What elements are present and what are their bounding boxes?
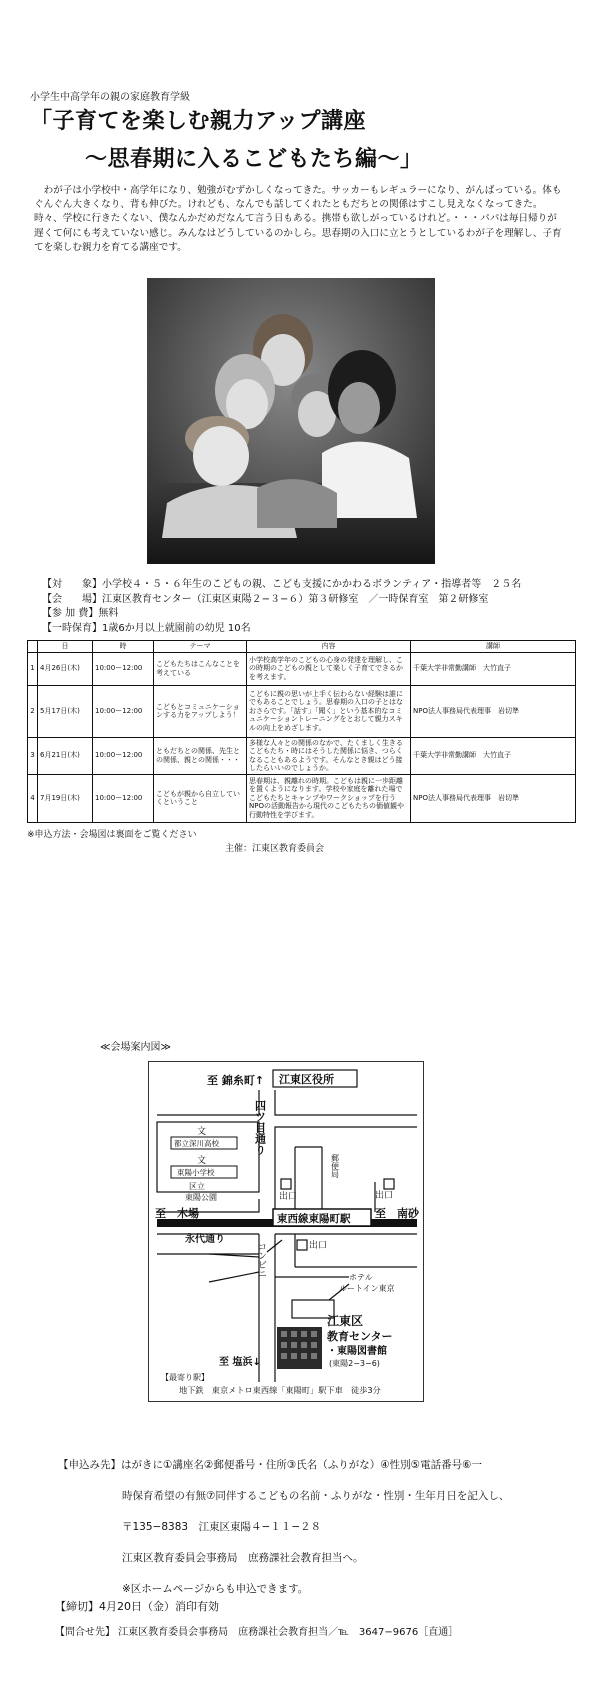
session-time: 10:00ー12:00	[93, 737, 154, 774]
session-theme: こどもが親から自立していくということ	[154, 774, 247, 822]
session-date: 6月21日(木)	[38, 737, 93, 774]
session-date: 7月19日(木)	[38, 774, 93, 822]
venue-line: 【会 場】江東区教育センター（江東区東陽２−３−６）第３研修室 ／一時保育室 第２研修室	[42, 593, 489, 605]
apply-recipient: 江東区教育委員会事務局 庶務課社会教育担当へ。	[122, 1552, 364, 1564]
col-header-content: 内容	[247, 641, 411, 653]
center-label-2: 教育センター	[327, 1330, 393, 1343]
contact-info: 【問合せ先】 江東区教育委員会事務局 庶務課社会教育担当／℡ 3647−9676［直通］	[55, 1627, 459, 1638]
school-fukagawa-label: 都立深川高校	[174, 1139, 219, 1148]
exit-bottom-label: 出口	[309, 1241, 328, 1251]
session-theme: こどもたちはこんなことを考えている	[154, 652, 247, 685]
reverse-side-note: ※申込方法・会場図は裏面をご覧ください	[27, 830, 197, 840]
session-num: 1	[28, 652, 38, 685]
intro-paragraph: わが子は小学校中・高学年になり、勉強がむずかしくなってきた。サッカーもレギュラーになり、がんばっている。体もぐんぐん大きくなり、背も伸びた。けれども、なんでも話してくれたともだちとの関係はすこし見えなくなってきた。時々、学校に行きたくない、僕なんかだめだなんて言う日もある。携帯も欲しがっているけれど。・・・パパは毎日帰りが遅くて何にも考えていない感じ。みんなはどうしているのかしら。思春期の入口に立とうとしているわが子を理解し、子育てを楽しむ親力を育てる講座です。	[34, 185, 562, 253]
nearest-station-label: 【最寄り駅】	[161, 1373, 209, 1382]
col-header-lecturer: 講師	[411, 641, 576, 653]
table-header-row	[28, 641, 576, 653]
exit-right-label: 出口	[375, 1191, 394, 1201]
yotsume-street-label: 四ツ目通り	[253, 1100, 267, 1155]
title-line-1: 「子育てを楽しむ親力アップ講座	[30, 109, 366, 134]
table-row	[28, 652, 576, 685]
eitai-street-label: 永代通り	[185, 1234, 225, 1245]
session-date: 5月17日(木)	[38, 685, 93, 737]
session-theme: こどもとコミュニケーションする力をアップしよう！	[154, 685, 247, 737]
session-content: 多様な人々との関係のなかで、たくましく生きるこどもたち・時にはそうした関係に悩き、つらくなることもあるようです。そんなとき親はどう接したらいいのでしょうか。	[247, 737, 411, 774]
title-line-2: 〜思春期に入るこどもたち編〜」	[85, 147, 423, 172]
session-time: 10:00ー12:00	[93, 685, 154, 737]
apply-web-note: ※区ホームページからも申込できます。	[122, 1583, 309, 1595]
childcare-line: 【一時保育】1歳6か月以上就園前の幼児 10名	[42, 622, 251, 634]
post-office-label: 郵便局	[330, 1154, 340, 1178]
ward-office-label: 江東区役所	[279, 1073, 334, 1086]
session-content: 小学校高学年のこどもの心身の発達を理解し、この時期のこどもの親として楽しく子育てできるかを考えます。	[247, 652, 411, 685]
session-num: 4	[28, 774, 38, 822]
deadline: 【締切】4月20日（金）消印有効	[55, 1600, 219, 1613]
session-content: 思春期は、親離れの時期。こどもは親に一歩距離を置くようになります。学校や家庭を離れた場でこどもたちとキャンプやワークショップを行うNPOの活動報告から現代のこどもたちの価値観や行動特性を学びます。	[247, 774, 411, 822]
school-fukagawa-mark: 文	[197, 1127, 207, 1137]
to-kinshicho: 至 錦糸町↑	[207, 1074, 265, 1087]
park-label-2: 東陽公園	[185, 1193, 217, 1202]
table-row	[28, 737, 576, 774]
center-address: (東陽2−3−6)	[329, 1359, 380, 1368]
station-label: 東西線東陽町駅	[277, 1213, 351, 1225]
hotel-label-2: ルートイン東京	[339, 1284, 395, 1293]
col-header-time: 時	[93, 641, 154, 653]
convenience-label: コンビニ	[256, 1242, 266, 1278]
col-header-theme: テーマ	[154, 641, 247, 653]
school-toyo-label: 東陽小学校	[177, 1168, 215, 1177]
session-lecturer: NPO法人事務局代表理事 岩切準	[411, 685, 576, 737]
col-header-num	[28, 641, 38, 653]
children-group-photo	[147, 278, 435, 564]
school-toyo-mark: 文	[197, 1156, 207, 1166]
schedule-table	[27, 640, 576, 823]
venue-map	[148, 1061, 424, 1402]
session-num: 3	[28, 737, 38, 774]
table-row	[28, 774, 576, 822]
session-theme: ともだちとの関係、先生との関係、親との関係・・・	[154, 737, 247, 774]
application-info	[58, 1450, 578, 1605]
col-header-date: 日	[38, 641, 93, 653]
target-line: 【対 象】小学校４・５・６年生のこどもの親、こども支援にかかわるボランティア・指導者等 ２５名	[42, 579, 522, 590]
table-row	[28, 685, 576, 737]
session-time: 10:00ー12:00	[93, 652, 154, 685]
session-lecturer: 千葉大学非常勤講師 大竹直子	[411, 652, 576, 685]
to-shiohama: 至 塩浜↓	[219, 1357, 261, 1368]
to-minamisuna: 至 南砂	[375, 1207, 419, 1220]
session-date: 4月26日(木)	[38, 652, 93, 685]
map-caption: ≪会場案内図≫	[100, 1042, 171, 1053]
apply-address: 〒135−8383 江東区東陽４−１１−２８	[122, 1521, 322, 1533]
nearest-station-text: 地下鉄 東京メトロ東西線「東陽町」駅下車 徒歩3分	[179, 1385, 381, 1395]
park-label-1: 区立	[189, 1182, 205, 1191]
session-lecturer: 千葉大学非常勤講師 大竹直子	[411, 737, 576, 774]
session-lecturer: NPO法人事務局代表理事 岩切準	[411, 774, 576, 822]
apply-line-1: 【申込み先】はがきに①講座名②郵便番号・住所③氏名（ふりがな）④性別⑤電話番号⑥一	[58, 1459, 482, 1471]
center-label-3: ・東陽図書館	[327, 1346, 387, 1357]
fee-line: 【参 加 費】無料	[42, 608, 119, 619]
session-num: 2	[28, 685, 38, 737]
host-organization: 主催：江東区教育委員会	[225, 844, 325, 854]
exit-left-label: 出口	[279, 1192, 298, 1202]
to-kiba: 至 木場	[155, 1207, 199, 1220]
hotel-label-1: ホテル	[349, 1273, 373, 1282]
course-info	[42, 578, 521, 636]
class-series-label: 小学生中高学年の親の家庭教育学級	[30, 92, 190, 103]
session-content: こどもに親の思いが上手く伝わらない経験は誰にでもあることでしょう。思春期の入口の子とはなおさらです。「話す」「聞く」という基本的なコミュニケーショントレーニングをとおして親力スキルの向上をめざします。	[247, 685, 411, 737]
apply-line-2: 時保育希望の有無⑦同伴するこどもの名前・ふりがな・性別・生年月日を記入し、	[122, 1490, 510, 1502]
center-label-1: 江東区	[327, 1314, 364, 1328]
session-time: 10:00ー12:00	[93, 774, 154, 822]
